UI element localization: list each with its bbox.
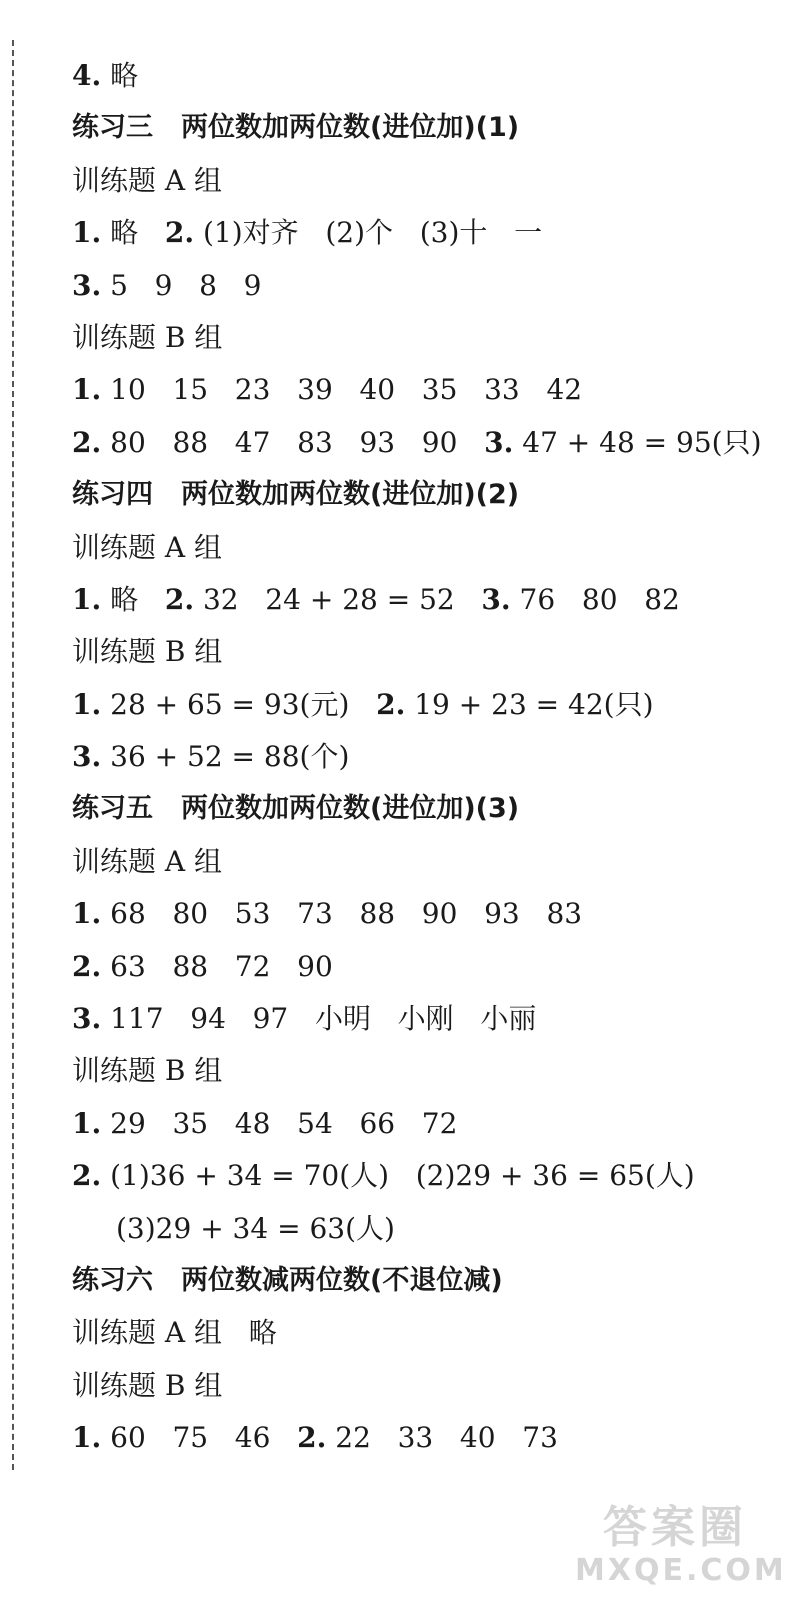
- question-number: 2.: [72, 1159, 102, 1193]
- answer-text: 29 35 48 54 66 72: [101, 1106, 458, 1140]
- answer-text: 68 80 53 73 88 90 93 83: [101, 897, 583, 931]
- section-title: 两位数加两位数(进位加)(1): [181, 112, 520, 144]
- answer-text: 训练题 A 组: [72, 530, 223, 564]
- answer-line: [72, 993, 772, 1045]
- section-title: 两位数加两位数(进位加)(2): [181, 479, 520, 511]
- section-title: 两位数减两位数(不退位减): [181, 1264, 503, 1296]
- answer-text: 训练题 B 组: [72, 1368, 223, 1402]
- section-label: 练习六: [72, 1264, 153, 1296]
- answer-line: [72, 1150, 772, 1202]
- answer-text: 10 15 23 39 40 35 33 42: [101, 373, 583, 407]
- answer-line: [72, 417, 772, 469]
- question-number: 2.: [164, 216, 195, 250]
- question-number: 2.: [376, 687, 406, 721]
- answer-line: [72, 1098, 772, 1150]
- answer-text: (1)对齐 (2)个 (3)十 一: [194, 216, 543, 250]
- question-number: 3.: [72, 268, 102, 302]
- answer-text: 63 88 72 90: [101, 949, 333, 983]
- answer-text: 28 + 65 = 93(元): [101, 687, 377, 721]
- question-number: 1.: [72, 1106, 102, 1140]
- answer-text: 略: [101, 582, 165, 616]
- watermark-logo: [575, 1502, 787, 1592]
- answer-line: [72, 155, 772, 207]
- answer-text: 32 24 + 28 = 52: [194, 582, 482, 616]
- question-number: 2.: [297, 1421, 327, 1455]
- question-number: 2.: [72, 949, 102, 983]
- answer-text: 训练题 A 组: [72, 163, 223, 197]
- answer-line: [72, 626, 772, 678]
- answer-sheet: [72, 50, 772, 1465]
- answer-line: [72, 941, 772, 993]
- answer-text: 训练题 B 组: [72, 320, 223, 354]
- answer-text: 47 + 48 = 95(只): [513, 425, 762, 459]
- dashed-cut-line: [12, 40, 14, 1470]
- answer-line: [72, 1412, 772, 1464]
- watermark-bottom: MXQE.COM: [575, 1553, 787, 1588]
- section-heading: [72, 102, 772, 154]
- answer-text: 22 33 40 73: [326, 1421, 558, 1455]
- answer-line: [72, 888, 772, 940]
- question-number: 3.: [72, 1002, 102, 1036]
- answer-line: [72, 731, 772, 783]
- question-number: 1.: [72, 897, 102, 931]
- question-number: 1.: [72, 216, 102, 250]
- answer-text: (1)36 + 34 = 70(人) (2)29 + 36 = 65(人): [101, 1159, 695, 1193]
- answer-text: 训练题 A 组: [72, 844, 223, 878]
- question-number: 3.: [72, 740, 102, 774]
- question-number: 3.: [484, 425, 514, 459]
- question-number: 3.: [481, 582, 511, 616]
- answer-line: [72, 679, 772, 731]
- section-title: 两位数加两位数(进位加)(3): [181, 793, 520, 825]
- answer-line: [72, 207, 772, 259]
- answer-text: 19 + 23 = 42(只): [405, 687, 654, 721]
- answer-line: [72, 1307, 772, 1359]
- section-heading: [72, 469, 772, 521]
- question-number: 1.: [72, 373, 102, 407]
- question-number: 2.: [72, 425, 102, 459]
- answer-text: 训练题 B 组: [72, 635, 223, 669]
- section-label: 练习三: [72, 112, 153, 144]
- section-label: 练习四: [72, 479, 153, 511]
- section-heading: [72, 783, 772, 835]
- answer-line: [72, 50, 772, 102]
- answer-text: 76 80 82: [510, 582, 680, 616]
- answer-text: 36 + 52 = 88(个): [101, 740, 350, 774]
- answer-text: 略: [101, 59, 139, 92]
- answer-line: [72, 522, 772, 574]
- answer-line: [72, 836, 772, 888]
- answer-line: [72, 574, 772, 626]
- question-number: 2.: [164, 582, 195, 616]
- answer-text: 60 75 46: [101, 1421, 298, 1455]
- answer-text: 略: [101, 216, 165, 250]
- answer-line: [72, 312, 772, 364]
- answer-text: 117 94 97 小明 小刚 小丽: [101, 1002, 537, 1036]
- answer-text: 80 88 47 83 93 90: [101, 425, 485, 459]
- answer-line: [72, 364, 772, 416]
- question-number: 4.: [72, 59, 102, 92]
- section-heading: [72, 1255, 772, 1307]
- answer-text: 训练题 A 组 略: [72, 1316, 277, 1350]
- answer-line: [72, 1360, 772, 1412]
- section-label: 练习五: [72, 793, 153, 825]
- question-number: 1.: [72, 582, 102, 616]
- answer-line: [72, 1203, 772, 1255]
- question-number: 1.: [72, 1421, 102, 1455]
- question-number: 1.: [72, 687, 102, 721]
- answer-text: 5 9 8 9: [101, 268, 262, 302]
- answer-text: (3)29 + 34 = 63(人): [116, 1211, 395, 1245]
- answer-line: [72, 1045, 772, 1097]
- answer-text: 训练题 B 组: [72, 1054, 223, 1088]
- answer-line: [72, 260, 772, 312]
- watermark-top: 答案圈: [603, 1502, 747, 1553]
